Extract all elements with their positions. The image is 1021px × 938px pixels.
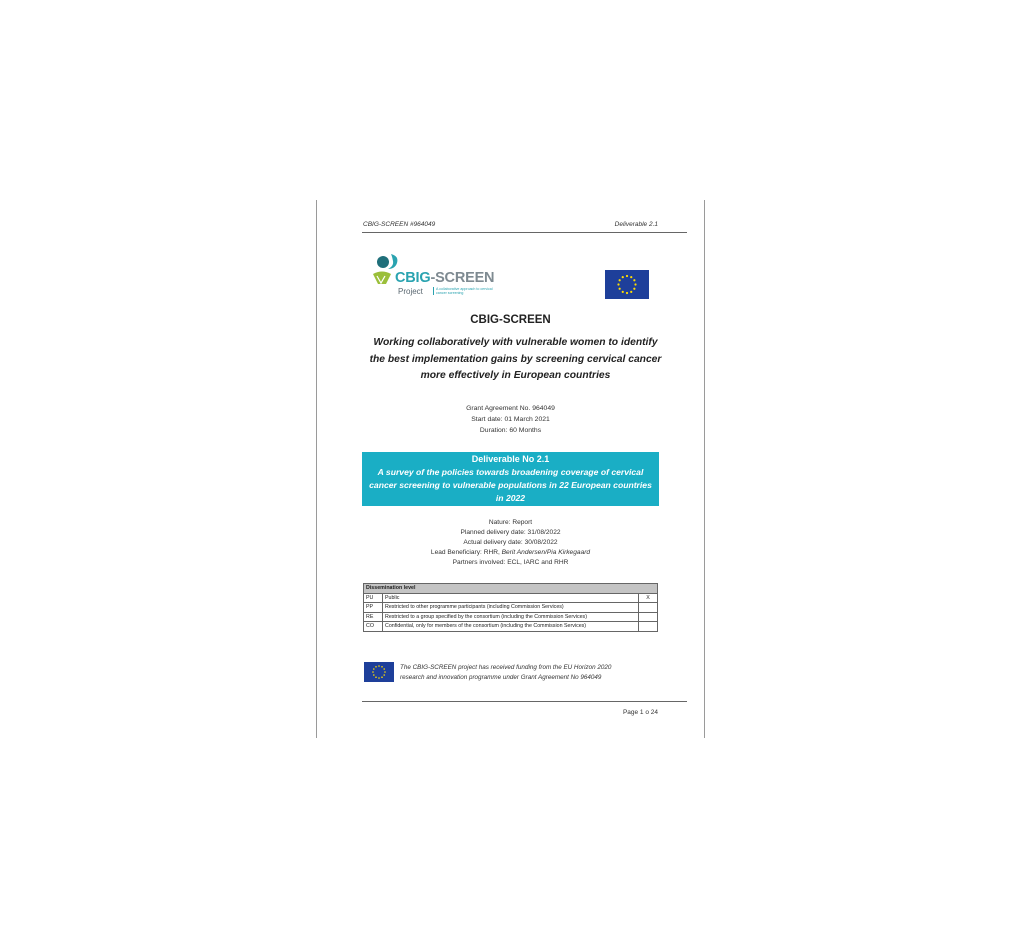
table-row <box>364 612 658 622</box>
eu-star <box>372 671 374 673</box>
duration: Duration: 60 Months <box>479 427 542 434</box>
subtitle-line: more effectively in European countries <box>420 370 611 381</box>
level-code: RE <box>364 612 383 622</box>
eu-star <box>634 283 636 285</box>
eu-star <box>378 677 380 679</box>
level-mark <box>639 622 658 632</box>
eu-star <box>626 292 628 294</box>
eu-star <box>619 279 621 281</box>
eu-star <box>630 276 632 278</box>
delivery-meta <box>363 518 658 568</box>
page-edge-right <box>704 200 705 738</box>
level-code: CO <box>364 622 383 632</box>
lead-beneficiary <box>363 548 658 558</box>
deliverable-banner <box>362 452 659 506</box>
level-label: Confidential, only for members of the consortium (including the Commission Services) <box>383 622 639 632</box>
eu-star <box>375 676 377 678</box>
partners-involved: Partners involved: ECL, IARC and RHR <box>452 559 569 566</box>
nature: Nature: Report <box>488 519 533 526</box>
eu-star <box>373 668 375 670</box>
logo-project-label: Project <box>398 287 423 296</box>
eu-star <box>381 666 383 668</box>
eu-funding-flag-icon <box>364 662 394 682</box>
funding-line: The CBIG-SCREEN project has received funding from the EU Horizon 2020 <box>400 664 612 671</box>
header-project-id: CBIG-SCREEN #964049 <box>363 221 436 228</box>
logo-wordmark <box>395 270 494 286</box>
eu-star <box>633 288 635 290</box>
level-code: PU <box>364 593 383 603</box>
logo-brand-suffix: -SCREEN <box>430 270 495 286</box>
dissemination-table <box>363 583 658 632</box>
eu-star <box>375 666 377 668</box>
deliverable-description-line: A survey of the policies towards broadening coverage of cervical <box>377 467 644 477</box>
eu-star <box>622 276 624 278</box>
eu-star <box>373 674 375 676</box>
start-date: Start date: 01 March 2021 <box>471 416 550 423</box>
grant-info <box>363 403 658 436</box>
document-subtitle <box>363 335 668 385</box>
actual-delivery-date: Actual delivery date: 30/08/2022 <box>463 539 558 546</box>
deliverable-number: Deliverable No 2.1 <box>471 454 550 464</box>
eu-star <box>381 676 383 678</box>
level-label: Public <box>383 593 639 603</box>
dissemination-header-row <box>364 584 658 594</box>
eu-star <box>619 288 621 290</box>
logo-brand-prefix: CBIG <box>395 270 431 286</box>
level-label: Restricted to a group specified by the consortium (including the Commission Services) <box>383 612 639 622</box>
eu-star <box>617 283 619 285</box>
deliverable-description-line: cancer screening to vulnerable populations in 22 European countries <box>369 480 652 490</box>
page-header <box>363 221 658 231</box>
header-rule <box>362 232 687 233</box>
lead-beneficiary-label: Lead Beneficiary: RHR, <box>430 549 502 556</box>
table-row <box>364 603 658 613</box>
eu-star <box>378 665 380 667</box>
level-code: PP <box>364 603 383 613</box>
level-mark: X <box>639 593 658 603</box>
footer-rule <box>362 701 687 702</box>
document-title: CBIG-SCREEN <box>470 314 551 326</box>
funding-line: research and innovation programme under Grant Agreement No 964049 <box>400 673 602 681</box>
eu-star <box>630 291 632 293</box>
logo-tagline: A collaborative approach to cervical cancer screening <box>433 287 496 295</box>
eu-star <box>384 671 386 673</box>
lead-beneficiary-names: Berit Andersen/Pia Kirkegaard <box>501 549 591 556</box>
eu-star <box>383 668 385 670</box>
table-row <box>364 622 658 632</box>
deliverable-description-line: in 2022 <box>495 493 526 503</box>
eu-star <box>633 279 635 281</box>
dissemination-heading: Dissemination level <box>364 584 658 594</box>
subtitle-line: the best implementation gains by screening cervical cancer <box>369 353 662 365</box>
page-number: Page 1 o 24 <box>622 709 658 716</box>
subtitle-line: Working collaboratively with vulnerable women to identify <box>373 337 658 348</box>
header-deliverable: Deliverable 2.1 <box>614 221 658 228</box>
table-row <box>364 593 658 603</box>
level-label: Restricted to other programme participants (including Commission Services) <box>383 603 639 613</box>
deliverable-description <box>368 466 653 505</box>
level-mark <box>639 603 658 613</box>
eu-star <box>626 275 628 277</box>
level-mark <box>639 612 658 622</box>
eu-star <box>383 674 385 676</box>
funding-statement <box>400 663 650 682</box>
eu-star <box>622 291 624 293</box>
eu-flag-icon <box>605 270 649 299</box>
cbig-screen-logo <box>371 250 496 300</box>
grant-agreement: Grant Agreement No. 964049 <box>466 405 555 412</box>
planned-delivery-date: Planned delivery date: 31/08/2022 <box>460 529 561 536</box>
page-edge-left <box>316 200 317 738</box>
